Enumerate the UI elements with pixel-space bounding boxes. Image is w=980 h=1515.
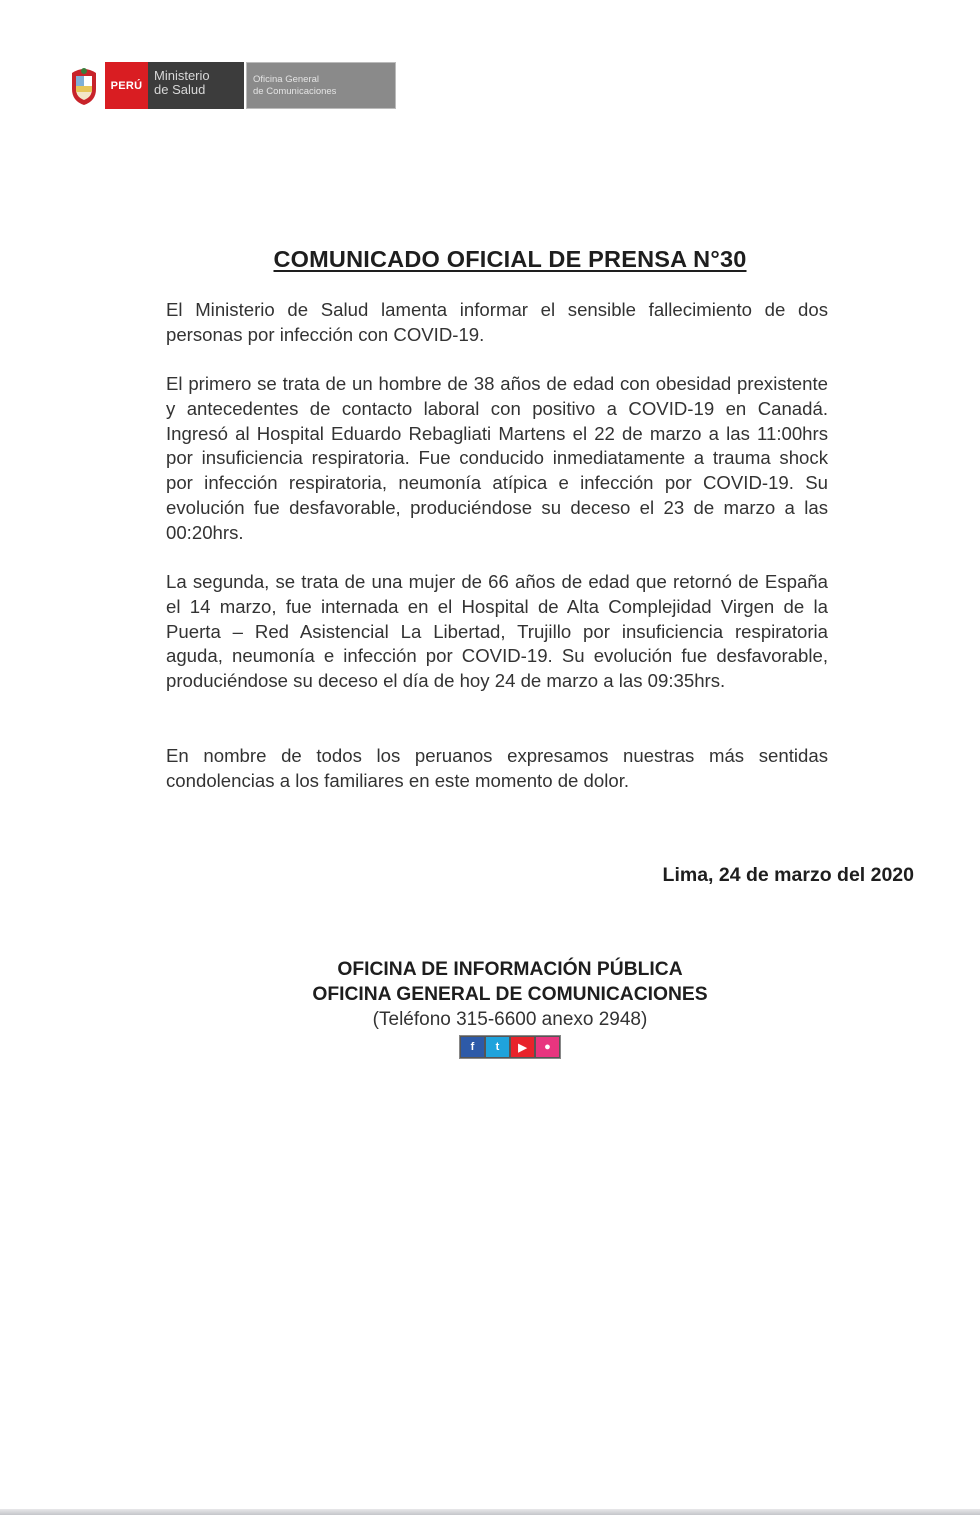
phone-line: (Teléfono 315-6600 anexo 2948)	[372, 1009, 648, 1030]
office-label	[246, 62, 396, 109]
ministry-label-line1: Ministerio	[154, 68, 210, 83]
paragraph-text: El Ministerio de Salud lamenta informar el sensible fallecimiento de dos personas por infección con COVID-19.	[166, 299, 828, 345]
flickr-icon[interactable]: ●	[536, 1037, 559, 1057]
office-line-2: OFICINA GENERAL DE COMUNICACIONES	[312, 984, 708, 1005]
social-icons	[459, 1035, 561, 1059]
office-line-1: OFICINA DE INFORMACIÓN PÚBLICA	[337, 959, 683, 980]
peru-label: PERÚ	[105, 62, 148, 109]
facebook-icon[interactable]: f	[461, 1037, 484, 1057]
youtube-icon[interactable]: ▶	[511, 1037, 534, 1057]
document-title: COMUNICADO OFICIAL DE PRENSA N°30	[273, 246, 747, 272]
ministry-label	[148, 62, 244, 109]
paragraph-condolences	[166, 744, 828, 794]
footer-signature	[0, 957, 980, 1059]
page-bottom-edge	[0, 1509, 980, 1515]
ministry-label-line2: de Salud	[154, 82, 206, 97]
ministry-logo	[66, 62, 396, 109]
paragraph-first-case	[166, 372, 828, 546]
office-label-line1: Oficina General	[253, 74, 320, 85]
twitter-icon[interactable]: t	[486, 1037, 509, 1057]
paragraph-second-case	[166, 570, 828, 694]
paragraph-text: En nombre de todos los peruanos expresamos nuestras más sentidas condolencias a los familiares en este momento de dolor.	[166, 745, 828, 791]
date-line: Lima, 24 de marzo del 2020	[662, 864, 914, 886]
paragraph-text: La segunda, se trata de una mujer de 66 años de edad que retornó de España el 14 marzo, fue internada en el Hospital de Alta Complejidad Virgen de la Puerta – Red Asistencial La Libertad, Trujillo por insuficiencia respiratoria aguda, neumonía e infección por COVID-19. Su evolución fue desfavorable, produciéndose su deceso el día de hoy 24 de marzo a las 09:35hrs.	[166, 571, 828, 692]
paragraph-intro	[166, 298, 828, 348]
paragraph-text: El primero se trata de un hombre de 38 años de edad con obesidad prexistente y antecedentes de contacto laboral con positivo a COVID-19 en Canadá. Ingresó al Hospital Eduardo Rebagliati Martens el 22 de marzo a las 11:00hrs por insuficiencia respiratoria. Fue conducido inmediatamente a trauma shock por infección respiratoria, neumonía atípica e infección por COVID-19. Su evolución fue desfavorable, produciéndose su deceso el 23 de marzo a las 00:20hrs.	[166, 373, 828, 543]
office-label-line2: de Comunicaciones	[253, 86, 337, 97]
coat-of-arms-icon	[66, 62, 102, 109]
